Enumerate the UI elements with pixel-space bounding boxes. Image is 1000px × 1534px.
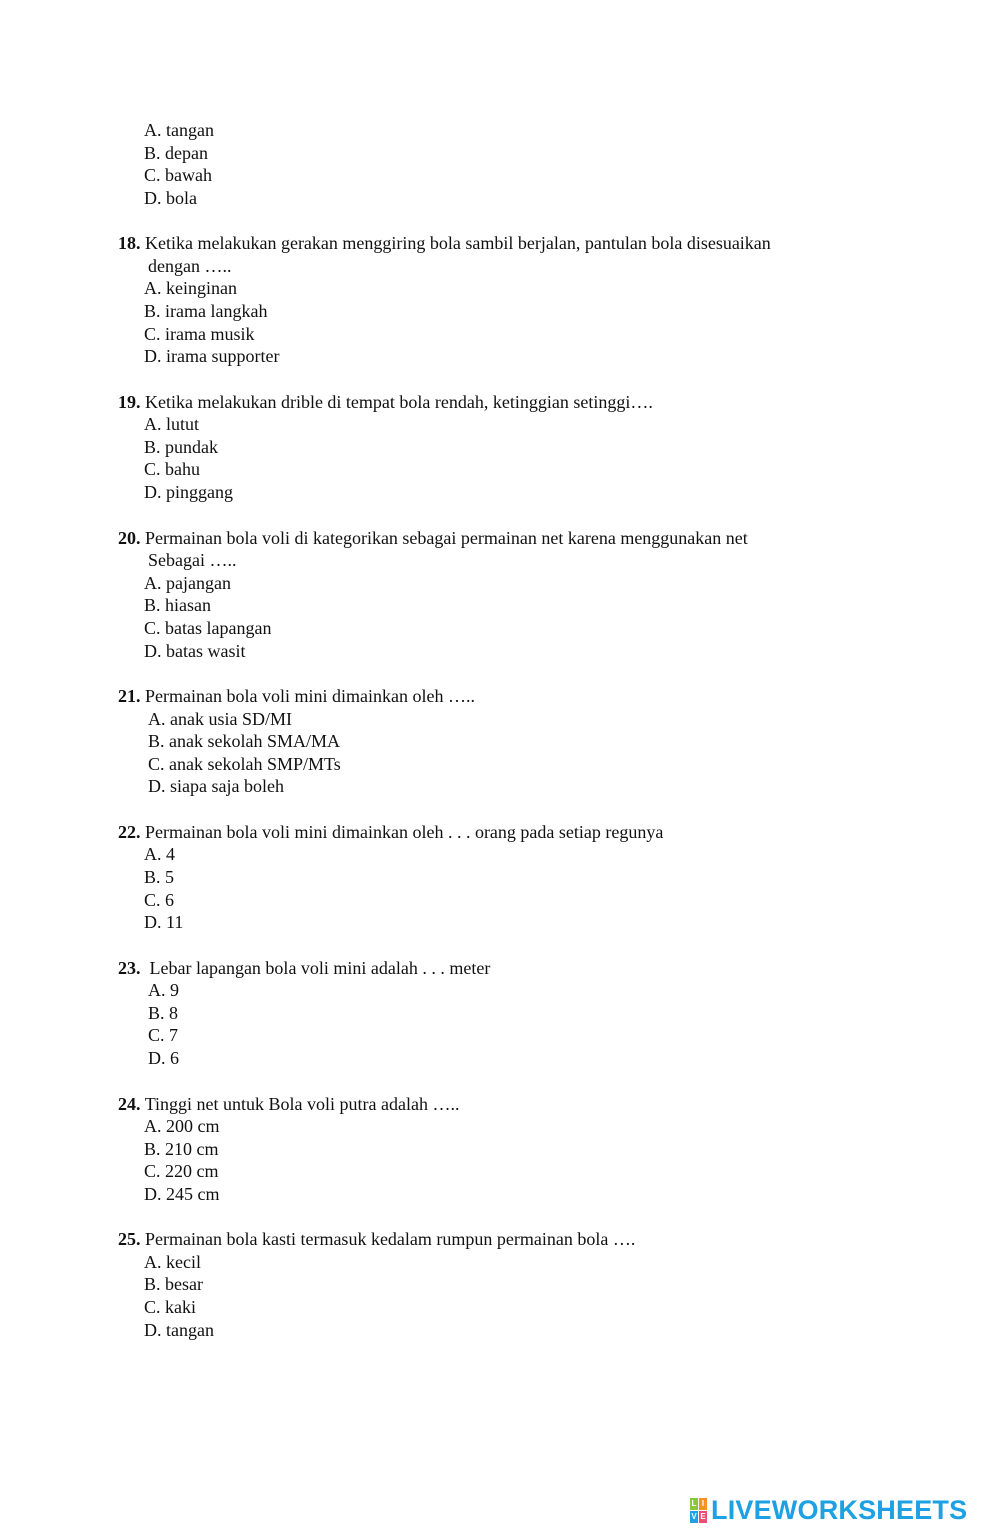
- q21-option-a[interactable]: A. anak usia SD/MI: [148, 709, 292, 729]
- q23-option-d[interactable]: D. 6: [148, 1048, 179, 1068]
- q25-option-b[interactable]: B. besar: [144, 1274, 203, 1294]
- q23-option-a[interactable]: A. 9: [148, 980, 179, 1000]
- question-19: [118, 391, 653, 413]
- q24-option-c[interactable]: C. 220 cm: [144, 1161, 219, 1181]
- question-text: Permainan bola kasti termasuk kedalam rumpun permainan bola ….: [145, 1229, 636, 1249]
- q24-option-a[interactable]: A. 200 cm: [144, 1116, 220, 1136]
- option-prev-a: A. tangan: [144, 120, 214, 140]
- q23-option-b[interactable]: B. 8: [148, 1003, 179, 1023]
- brand-name: LIVEWORKSHEETS: [711, 1495, 968, 1525]
- logo-mark-icon: [690, 1498, 707, 1523]
- question-number: 20.: [118, 528, 141, 548]
- q20-option-a[interactable]: A. pajangan: [144, 573, 231, 593]
- q19-option-c[interactable]: C. bahu: [144, 459, 200, 479]
- question-number: 21.: [118, 686, 141, 706]
- q18-option-d[interactable]: D. irama supporter: [144, 346, 280, 366]
- q20-option-c[interactable]: C. batas lapangan: [144, 618, 272, 638]
- q19-option-b[interactable]: B. pundak: [144, 437, 218, 457]
- q19-option-d[interactable]: D. pinggang: [144, 482, 233, 502]
- logo-letter: E: [700, 1511, 706, 1521]
- q22-option-b[interactable]: B. 5: [144, 867, 175, 887]
- question-18-continuation: dengan …..: [148, 256, 232, 276]
- option-prev-c: C. bawah: [144, 165, 212, 185]
- question-text: Lebar lapangan bola voli mini adalah . . . meter: [149, 958, 491, 978]
- q25-option-c[interactable]: C. kaki: [144, 1297, 196, 1317]
- logo-letter: V: [691, 1511, 697, 1521]
- q24-option-b[interactable]: B. 210 cm: [144, 1139, 219, 1159]
- question-24: [118, 1093, 460, 1115]
- question-20: [118, 527, 748, 549]
- q20-option-b[interactable]: B. hiasan: [144, 595, 211, 615]
- question-25: [118, 1228, 635, 1250]
- question-text: Ketika melakukan gerakan menggiring bola sambil berjalan, pantulan bola disesuaikan: [145, 233, 771, 253]
- question-number: 22.: [118, 822, 141, 842]
- question-22: [118, 821, 663, 843]
- logo-letter: L: [691, 1498, 697, 1508]
- q21-option-b[interactable]: B. anak sekolah SMA/MA: [148, 731, 340, 751]
- q21-option-c[interactable]: C. anak sekolah SMP/MTs: [148, 754, 341, 774]
- q21-option-d[interactable]: D. siapa saja boleh: [148, 776, 284, 796]
- q18-option-c[interactable]: C. irama musik: [144, 324, 255, 344]
- question-text: Ketika melakukan drible di tempat bola rendah, ketinggian setinggi….: [145, 392, 653, 412]
- question-number: 19.: [118, 392, 141, 412]
- question-number: 24.: [118, 1094, 141, 1114]
- question-20-continuation: Sebagai …..: [148, 550, 237, 570]
- option-prev-b: B. depan: [144, 143, 208, 163]
- question-number: 23.: [118, 958, 141, 978]
- question-21: [118, 685, 475, 707]
- q18-option-a[interactable]: A. keinginan: [144, 278, 237, 298]
- q23-option-c[interactable]: C. 7: [148, 1025, 179, 1045]
- question-text: Permainan bola voli mini dimainkan oleh …..: [145, 686, 475, 706]
- q18-option-b[interactable]: B. irama langkah: [144, 301, 268, 321]
- question-text: Tinggi net untuk Bola voli putra adalah …..: [144, 1094, 460, 1114]
- logo-letter: I: [699, 1498, 707, 1510]
- question-18: [118, 232, 771, 254]
- q22-option-a[interactable]: A. 4: [144, 844, 175, 864]
- question-number: 18.: [118, 233, 141, 253]
- question-text: Permainan bola voli mini dimainkan oleh . . . orang pada setiap regunya: [145, 822, 664, 842]
- q25-option-a[interactable]: A. kecil: [144, 1252, 201, 1272]
- question-23: [118, 957, 490, 979]
- liveworksheets-logo[interactable]: [690, 1496, 967, 1524]
- question-number: 25.: [118, 1229, 141, 1249]
- q19-option-a[interactable]: A. lutut: [144, 414, 200, 434]
- q22-option-c[interactable]: C. 6: [144, 890, 175, 910]
- question-text: Permainan bola voli di kategorikan sebagai permainan net karena menggunakan net: [145, 528, 748, 548]
- option-prev-d: D. bola: [144, 188, 197, 208]
- q24-option-d[interactable]: D. 245 cm: [144, 1184, 220, 1204]
- q20-option-d[interactable]: D. batas wasit: [144, 641, 246, 661]
- q25-option-d[interactable]: D. tangan: [144, 1320, 214, 1340]
- q22-option-d[interactable]: D. 11: [144, 912, 184, 932]
